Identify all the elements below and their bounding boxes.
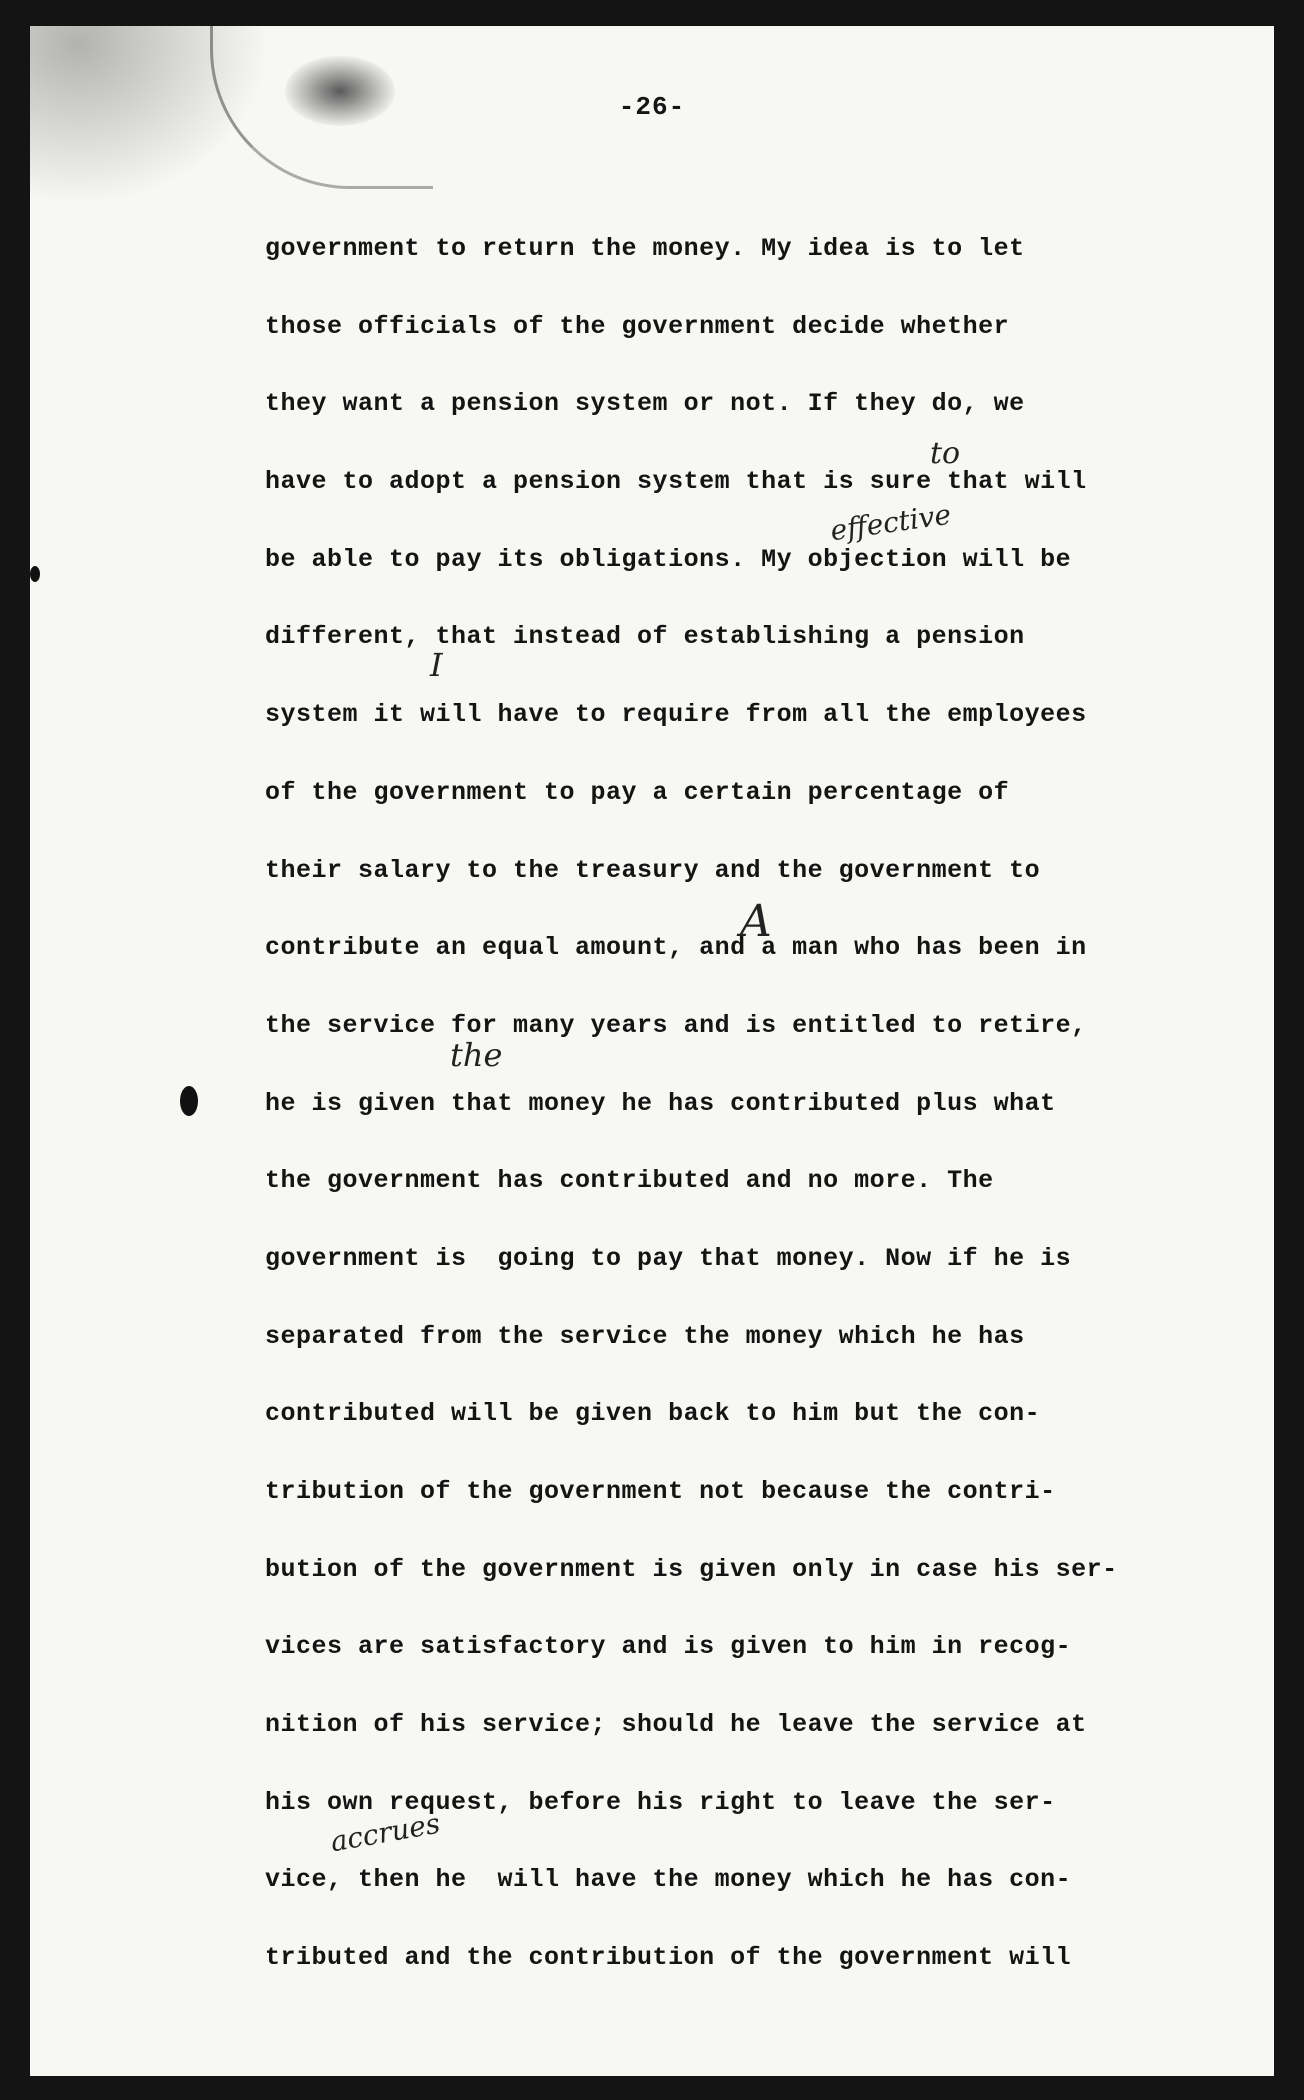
text-line: they want a pension system or not. If they do, we: [265, 389, 1025, 419]
typed-body-text: [265, 234, 1165, 2021]
text-line: contribute an equal amount, and a man who has been in: [265, 933, 1087, 963]
text-line: nition of his service; should he leave the service at: [265, 1710, 1087, 1740]
handwritten-insert-i: I: [430, 646, 443, 684]
text-line: the service for many years and is entitled to retire,: [265, 1010, 1087, 1040]
text-line: vices are satisfactory and is given to him in recog-: [265, 1632, 1072, 1662]
text-line: contributed will be given back to him but the con-: [265, 1399, 1041, 1429]
ink-speck: [30, 566, 40, 582]
text-line: be able to pay its obligations. My objection will be: [265, 544, 1072, 574]
text-line: bution of the government is given only in case his ser-: [265, 1554, 1118, 1584]
document-page: [30, 26, 1274, 2076]
text-line: vice, then he will have the money which he has con-: [265, 1865, 1072, 1895]
ink-speck: [180, 1086, 198, 1116]
scan-border-top: [0, 0, 1304, 26]
text-line: separated from the service the money which he has: [265, 1321, 1025, 1351]
text-line: those officials of the government decide whether: [265, 311, 1010, 341]
handwritten-insert-accrues: accrues: [327, 1806, 443, 1859]
text-line: tribution of the government not because the contri-: [265, 1477, 1056, 1506]
text-line: different, that instead of establishing a pension: [265, 622, 1025, 652]
handwritten-insert-a: A: [740, 896, 772, 947]
page-number: -26-: [618, 92, 686, 122]
text-line: of the government to pay a certain percentage of: [265, 777, 1010, 807]
text-line: the government has contributed and no more. The: [265, 1166, 994, 1196]
text-line: tributed and the contribution of the government will: [265, 1943, 1072, 1973]
text-line: government to return the money. My idea is to let: [265, 234, 1025, 263]
text-line: system it will have to require from all the employees: [265, 700, 1087, 730]
text-line: have to adopt a pension system that is sure that will: [265, 467, 1087, 497]
handwritten-insert-to: to: [930, 436, 961, 471]
text-line: he is given that money he has contributed plus what: [265, 1088, 1056, 1118]
text-line: their salary to the treasury and the government to: [265, 855, 1041, 885]
handwritten-insert-the: the: [450, 1036, 503, 1074]
handwritten-insert-effective: effective: [828, 497, 953, 548]
text-line: his own request, before his right to leave the ser-: [265, 1787, 1056, 1817]
scan-border-left: [0, 0, 30, 2100]
scan-border-bottom: [0, 2076, 1304, 2100]
text-line: government is going to pay that money. Now if he is: [265, 1243, 1072, 1273]
scan-border-right: [1274, 0, 1304, 2100]
